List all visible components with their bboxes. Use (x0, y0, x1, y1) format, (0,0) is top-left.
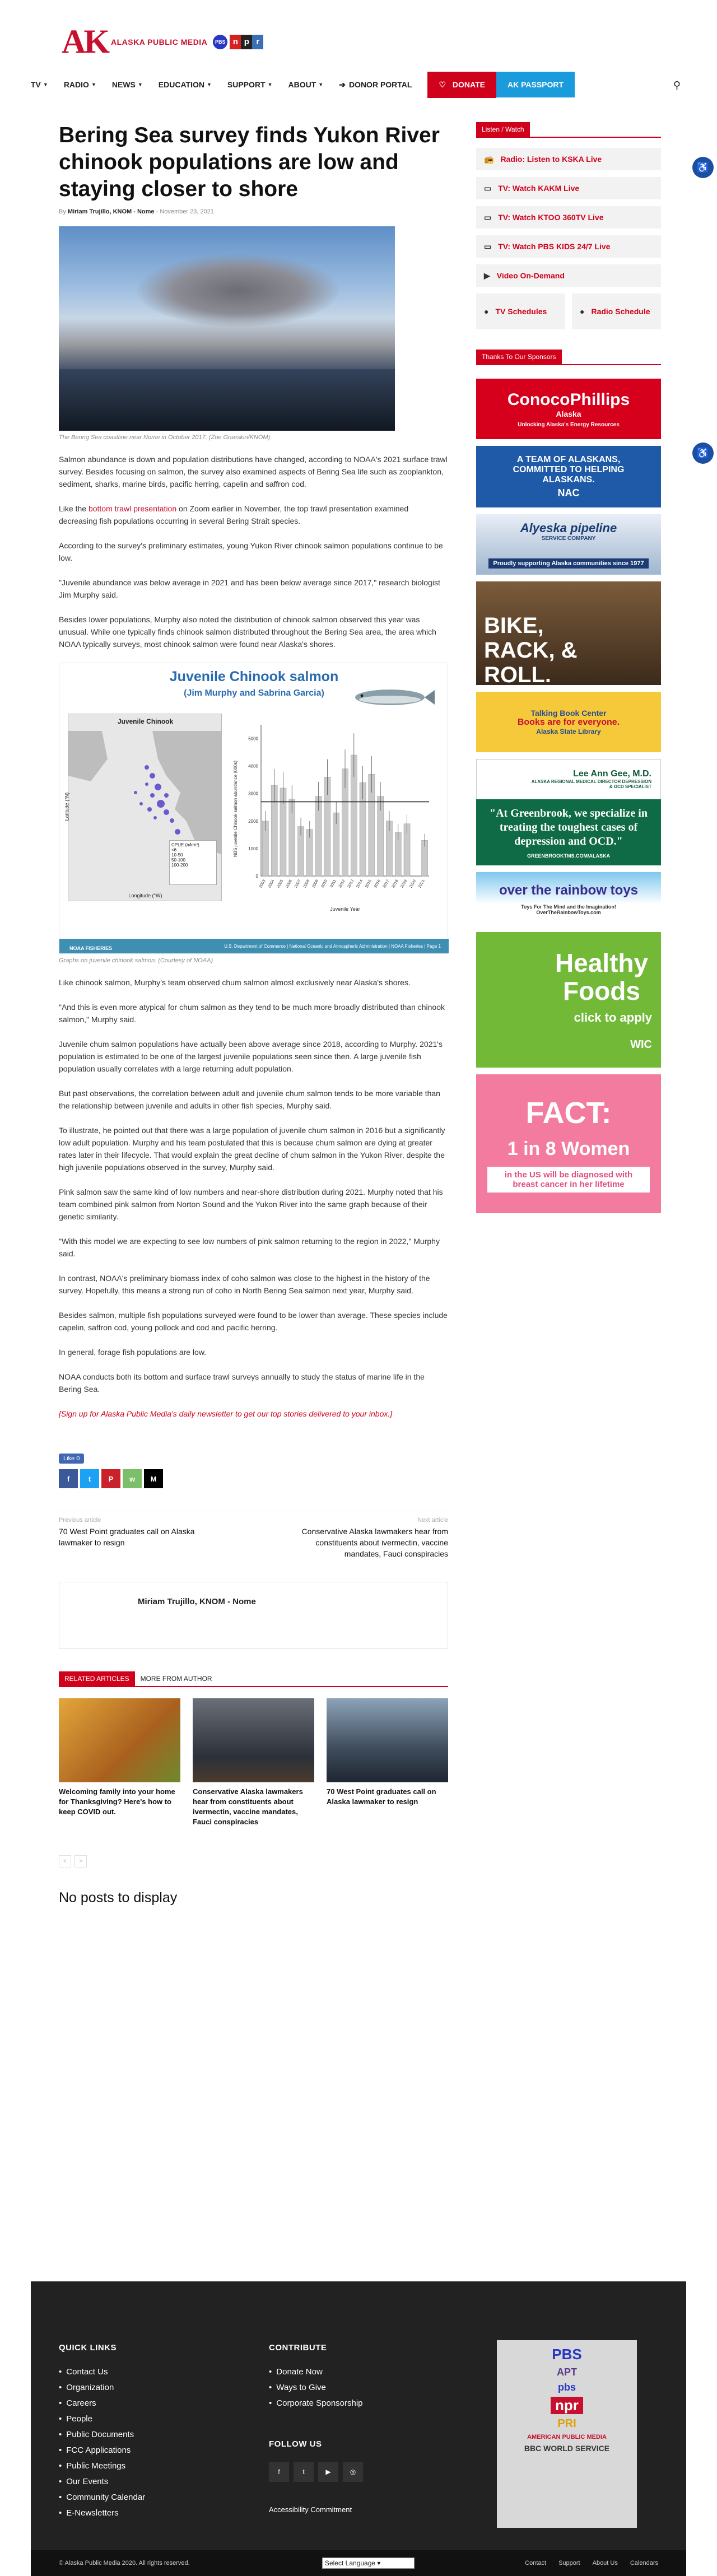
x-tick-label: 2007 (294, 879, 302, 889)
youtube-icon[interactable]: ▶ (318, 2462, 338, 2482)
play-icon: ▶ (484, 271, 490, 280)
x-tick-label: 2005 (276, 879, 285, 889)
ad-greenbrook[interactable]: "At Greenbrook, we specialize in treating the toughest cases of depression and OCD." GREENBROOKTMS.COM/ALASKA (476, 799, 661, 865)
share-buttons (59, 1469, 448, 1488)
related-cards (59, 1698, 448, 1827)
author-name[interactable]: Miriam Trujillo, KNOM - Nome (138, 1597, 256, 1606)
site-footer (31, 2281, 686, 2550)
watch-ktoo[interactable]: ▭ TV: Watch KTOO 360TV Live (476, 206, 661, 229)
byline: By Miriam Trujillo, KNOM - Nome - November 23, 2021 (59, 208, 214, 215)
nav-about[interactable]: ABOUT ▼ (288, 80, 324, 89)
graph-subtitle: (Jim Murphy and Sabrina Garcia) (184, 688, 324, 698)
nav-news[interactable]: NEWS ▼ (111, 80, 143, 89)
x-tick-label: 2008 (302, 879, 311, 889)
x-tick-label: 2004 (267, 879, 276, 889)
whatsapp-share-icon[interactable]: w (123, 1469, 142, 1488)
sponsor-ads (476, 372, 661, 1213)
article (59, 122, 448, 1906)
radio-schedule[interactable]: ● Radio Schedule (572, 294, 661, 329)
paragraph: Like chinook salmon, Murphy's team observed chum salmon almost exclusively near Alaska's shores. (59, 978, 411, 987)
x-tick-label: 2018 (391, 879, 399, 889)
bottom-links (525, 2560, 658, 2566)
bottom-link[interactable]: Support (558, 2560, 580, 2566)
nav-support[interactable]: SUPPORT ▼ (227, 80, 273, 89)
tv-icon: ▭ (484, 241, 492, 251)
footer-link[interactable]: • Community Calendar (59, 2493, 145, 2502)
card-image (327, 1698, 448, 1782)
paragraph: "With this model we are expecting to see low numbers of pink salmon returning to the region in 2022," Murphy said. (59, 1237, 440, 1258)
article-title: Bering Sea survey finds Yukon River chinook populations are low and staying closer to shore (59, 123, 440, 201)
radio-icon: 📻 (484, 154, 494, 164)
nav-radio[interactable]: RADIO ▼ (63, 80, 96, 89)
newsletter-signup-link[interactable]: [Sign up for Alaska Public Media's daily newsletter to get our top stories delivered to your inbox.] (59, 1409, 393, 1418)
logo-letters: AK (62, 23, 108, 60)
article-date: November 23, 2021 (160, 208, 214, 215)
prev-page-button[interactable]: < (59, 1855, 71, 1867)
chevron-down-icon: ▼ (206, 82, 212, 87)
noaa-logo: NOAA FISHERIES (69, 945, 113, 951)
ad-conocophillips[interactable]: ConocoPhillips Alaska Unlocking Alaska's Energy Resources (476, 379, 661, 439)
chinook-graph (59, 663, 448, 954)
paragraph: Besides salmon, multiple fish populations surveyed were found to be lower than average. These species include capelin, saffron cod, young pollock and cod and pacific herring. (59, 1311, 448, 1332)
paragraph: Like the bottom trawl presentation on Zoom earlier in November, the top trawl presentation examined decreasing fish populations occurring in several Bering Strait species. (59, 504, 409, 525)
next-article[interactable]: Next article Conservative Alaska lawmakers hear from constituents about ivermectin, vaccine mandates, Fauci conspiracies (301, 1517, 448, 1558)
tv-icon: ▭ (484, 183, 492, 193)
pinterest-share-icon[interactable]: P (101, 1469, 120, 1488)
follow-us-title: FOLLOW US (269, 2439, 322, 2449)
tv-icon: ▭ (484, 212, 492, 222)
paragraph: NOAA conducts both its bottom and surface trawl surveys annually to study the status of marine life in the Bering Sea. (59, 1372, 425, 1394)
facebook-icon[interactable]: f (269, 2462, 289, 2482)
y-tick-label: 2000 (248, 818, 258, 824)
chevron-down-icon: ▼ (267, 82, 273, 87)
npr-logo: n p r (230, 35, 263, 49)
instagram-icon[interactable]: ◎ (343, 2462, 363, 2482)
footer-link[interactable]: • Donate Now (269, 2367, 363, 2377)
x-tick-label: 2013 (347, 879, 355, 889)
bottom-link[interactable]: About Us (592, 2560, 618, 2566)
x-tick-label: 2011 (329, 879, 337, 889)
paragraph: But past observations, the correlation between adult and juvenile chum salmon tends to be more variable than the relationship between juvenile and adults in other fish species, Murphy said. (59, 1089, 440, 1110)
tab-related-articles[interactable]: RELATED ARTICLES (59, 1671, 135, 1686)
bottom-link[interactable]: Contact (525, 2560, 547, 2566)
paragraph: In contrast, NOAA's preliminary biomass index of coho salmon was close to the highest in the history of the survey. Hopefully, this means a strong run of coho in North Bering Sea salmon next year, Murphy said. (59, 1274, 430, 1295)
map-legend: CPUE (n/km²) <6 10-50 50-100 100-200 (169, 840, 217, 885)
accessibility-icon[interactable]: ♿ (692, 442, 714, 464)
ad-alyeska[interactable]: Alyeska pipeline SERVICE COMPANY Proudly supporting Alaska communities since 1977 (476, 514, 661, 575)
graph-caption: Graphs on juvenile chinook salmon. (Courtesy of NOAA) (59, 957, 213, 964)
salmon-illustration (351, 683, 435, 711)
map-xlabel: Longitude (°W) (128, 893, 162, 898)
x-tick-label: 2006 (285, 879, 293, 889)
footer-bottom-bar (31, 2550, 686, 2576)
copyright: © Alaska Public Media 2020. All rights reserved. (59, 2560, 190, 2566)
ad-talking-book[interactable]: Talking Book Center Books are for everyone. Alaska State Library (476, 692, 661, 752)
related-card[interactable]: 70 West Point graduates call on Alaska lawmaker to resign (327, 1698, 448, 1827)
video-on-demand[interactable]: ▶ Video On-Demand (476, 264, 661, 287)
x-tick-label: 2020 (409, 879, 417, 889)
watch-pbs-kids[interactable]: ▭ TV: Watch PBS KIDS 24/7 Live (476, 235, 661, 258)
author-box (59, 1582, 448, 1649)
accessibility-link[interactable]: Accessibility Commitment (269, 2505, 352, 2514)
listen-ksks[interactable]: 📻 Radio: Listen to KSKA Live (476, 148, 661, 170)
donor-portal-link[interactable]: ➔ DONOR PORTAL (339, 80, 412, 89)
main-nav (31, 72, 686, 97)
sponsors-header: Thanks To Our Sponsors (476, 350, 661, 365)
y-tick-label: 3000 (248, 791, 258, 796)
tv-icon: ● (484, 307, 489, 316)
paragraph: "And this is even more atypical for chum salmon as they tend to be much more broadly distributed than chinook salmon," Murphy said. (59, 1003, 445, 1024)
graph-title: Juvenile Chinook salmon (169, 669, 339, 684)
chevron-down-icon: ▼ (91, 82, 96, 87)
x-tick-label: 2017 (382, 879, 390, 889)
related-card[interactable]: Welcoming family into your home for Thanksgiving? Here's how to keep COVID out. (59, 1698, 180, 1827)
map-title: Juvenile Chinook (117, 718, 174, 725)
x-tick-label: 2009 (311, 879, 320, 889)
ad-healthy-foods[interactable]: Healthy Foods click to apply WIC (476, 932, 661, 1068)
ad-over-the-rainbow[interactable]: over the rainbow toys Toys For The Mind and the Imagination! OverTheRainbowToys.com (476, 872, 661, 925)
quick-links-list (59, 2367, 145, 2524)
ad-lee-ann-gee[interactable]: Lee Ann Gee, M.D. ALASKA REGIONAL MEDICAL DIRECTOR DEPRESSION & OCD SPECIALIST (476, 759, 661, 799)
y-tick-label: 5000 (248, 736, 258, 742)
paragraph: According to the survey's preliminary estimates, young Yukon River chinook salmon populations continue to be low. (59, 541, 443, 562)
related-card[interactable]: Conservative Alaska lawmakers hear from constituents about ivermectin, vaccine mandates, Fauci conspiracies (193, 1698, 314, 1827)
paragraph: "Juvenile abundance was below average in 2021 and has been below average since 2017," research biologist Jim Murphy said. (59, 578, 440, 599)
y-tick-label: 0 (255, 874, 258, 879)
ad-bike-rack[interactable]: BIKE, RACK, & ROLL. (476, 581, 661, 685)
nav-education[interactable]: EDUCATION ▼ (158, 80, 212, 89)
x-tick-label: 2021 (417, 879, 426, 889)
x-tick-label: 2015 (365, 879, 373, 889)
author-link[interactable]: Miriam Trujillo, KNOM - Nome (67, 208, 155, 215)
site-header (0, 0, 717, 106)
distribution-map (64, 714, 222, 901)
footer-link[interactable]: • FCC Applications (59, 2445, 145, 2455)
language-select[interactable]: Select Language ▾ (322, 2558, 415, 2569)
login-icon: ➔ (339, 80, 346, 89)
paragraph: To illustrate, he pointed out that there was a large population of juvenile chum salmon in 2016 but a significantly low adult population. Murphy and his team postulated that this is because chum salmon are dying at greater rates later in their lifecycle. That would explain the great decline of chum salmon in the Yukon River, despite the high juvenile populations observed in the survey, Murphy said. (59, 1126, 445, 1172)
paragraph: Salmon abundance is down and population distributions have changed, according to NOAA's 2021 surface trawl survey. Besides focusing on salmon, the survey also examined aspects of Bering Sea life such as zooplankton, sediment, sharks, marine birds, pacific herring, capelin and saffron cod. (59, 455, 448, 488)
listen-list (476, 148, 661, 329)
chevron-down-icon: ▼ (137, 82, 143, 87)
contribute-list (269, 2367, 363, 2414)
footer-link[interactable]: • Contact Us (59, 2367, 145, 2377)
abundance-bar-chart (230, 714, 437, 915)
accessibility-icon[interactable]: ♿ (692, 157, 714, 178)
prev-next-nav (59, 1511, 448, 1559)
footer-link[interactable]: • Our Events (59, 2477, 145, 2486)
paragraph: Besides lower populations, Murphy also noted the distribution of chinook salmon observed this year was unusual. While one typically finds chinook salmon distributed throughout the Bering Sea area, the area which NOAA typically surveys, most chinook salmon were found near Alaska's shores. (59, 615, 436, 649)
email-share-icon[interactable]: M (144, 1469, 163, 1488)
cloud-shape (137, 254, 339, 327)
y-tick-label: 1000 (248, 846, 258, 851)
logo-text: ALASKA PUBLIC MEDIA (111, 37, 208, 46)
facebook-share-icon[interactable]: f (59, 1469, 78, 1488)
chart-xlabel: Juvenile Year (330, 906, 360, 912)
card-image (59, 1698, 180, 1782)
x-tick-label: 2019 (400, 879, 408, 889)
ad-breast-cancer[interactable]: FACT: 1 in 8 Women in the US will be diagnosed with breast cancer in her lifetime (476, 1074, 661, 1213)
schedule-row (476, 294, 661, 329)
footer-link[interactable]: • E-Newsletters (59, 2508, 145, 2518)
x-tick-label: 2010 (320, 879, 329, 889)
graph-footer: U.S. Department of Commerce | National Oceanic and Atmospheric Administration | NOAA Fisheries | Page 1 (59, 939, 449, 953)
hero-image (59, 226, 395, 431)
sidebar (476, 122, 661, 1213)
pbs-logo: PBS (213, 35, 227, 49)
footer-link[interactable]: • Corporate Sponsorship (269, 2398, 363, 2408)
x-tick-label: 2003 (258, 879, 267, 889)
partner-logos-panel: PBS APT pbs npr PRI AMERICAN PUBLIC MEDIA BBC WORLD SERVICE (497, 2340, 637, 2528)
listen-header: Listen / Watch (476, 122, 661, 138)
paragraph: Juvenile chum salmon populations have actually been above average since 2018, according to Murphy. 2021's population is estimated to be one of the largest juvenile populations seen since then. A large juvenile fish population usually correlates with a large returning adult population. (59, 1040, 443, 1073)
facebook-like-button[interactable]: Like 0 (59, 1454, 84, 1464)
shoreline-shape (59, 369, 395, 431)
bottom-trawl-link[interactable]: bottom trawl presentation (88, 504, 177, 513)
tab-more-from-author[interactable]: MORE FROM AUTHOR (140, 1675, 212, 1683)
heart-icon: ♡ (439, 80, 446, 89)
chevron-down-icon: ▼ (43, 82, 48, 87)
footer-link[interactable]: • Ways to Give (269, 2383, 363, 2392)
x-tick-label: 2016 (374, 879, 381, 889)
x-tick-label: 2014 (356, 879, 364, 889)
card-image (193, 1698, 314, 1782)
chart-ylabel: NBS juvenile Chinook salmon abundance (000s) (233, 760, 238, 858)
prev-article[interactable]: Previous article 70 West Point graduates call on Alaska lawmaker to resign (59, 1517, 195, 1547)
x-tick-label: 2012 (338, 879, 346, 889)
hero-caption: The Bering Sea coastline near Nome in October 2017. (Zoe Grueskin/KNOM) (59, 434, 271, 441)
tv-schedules[interactable]: ● TV Schedules (476, 294, 565, 329)
ad-nac[interactable]: A TEAM OF ALASKANS, COMMITTED TO HELPING ALASKANS. NAC (476, 446, 661, 507)
bottom-link[interactable]: Calendars (630, 2560, 658, 2566)
contribute-title: CONTRIBUTE (269, 2343, 327, 2353)
social-links (269, 2462, 363, 2482)
footer-link[interactable]: • Public Documents (59, 2430, 145, 2439)
map-ylabel: Latitude (°N) (64, 792, 70, 821)
y-tick-label: 4000 (248, 763, 258, 769)
twitter-icon[interactable]: t (294, 2462, 314, 2482)
site-logo[interactable] (62, 22, 263, 61)
next-page-button[interactable]: > (75, 1855, 87, 1867)
paragraph: In general, forage fish populations are low. (59, 1348, 207, 1357)
search-icon[interactable]: ⚲ (673, 80, 681, 91)
no-posts-message: No posts to display (59, 1890, 178, 1906)
footer-link[interactable]: • Public Meetings (59, 2461, 145, 2471)
paragraph: Pink salmon saw the same kind of low numbers and near-shore distribution during 2021. Murphy noted that his team combined pink salmon from Norton Sound and the Yukon River into the same graph because of their genetic similarity. (59, 1187, 443, 1221)
donate-button[interactable]: ♡ DONATE (427, 72, 496, 98)
radio-icon: ● (580, 307, 585, 316)
watch-kakm[interactable]: ▭ TV: Watch KAKM Live (476, 177, 661, 199)
footer-link[interactable]: • Careers (59, 2398, 145, 2408)
partner-logos (213, 35, 263, 49)
footer-link[interactable]: • Organization (59, 2383, 145, 2392)
chevron-down-icon: ▼ (318, 82, 324, 87)
related-pager (59, 1855, 448, 1867)
footer-link[interactable]: • People (59, 2414, 145, 2424)
nav-tv[interactable]: TV ▼ (31, 80, 48, 89)
quick-links-title: QUICK LINKS (59, 2343, 117, 2353)
twitter-share-icon[interactable]: t (80, 1469, 99, 1488)
related-tabs (59, 1671, 448, 1687)
ak-passport-button[interactable]: AK PASSPORT (496, 72, 575, 97)
